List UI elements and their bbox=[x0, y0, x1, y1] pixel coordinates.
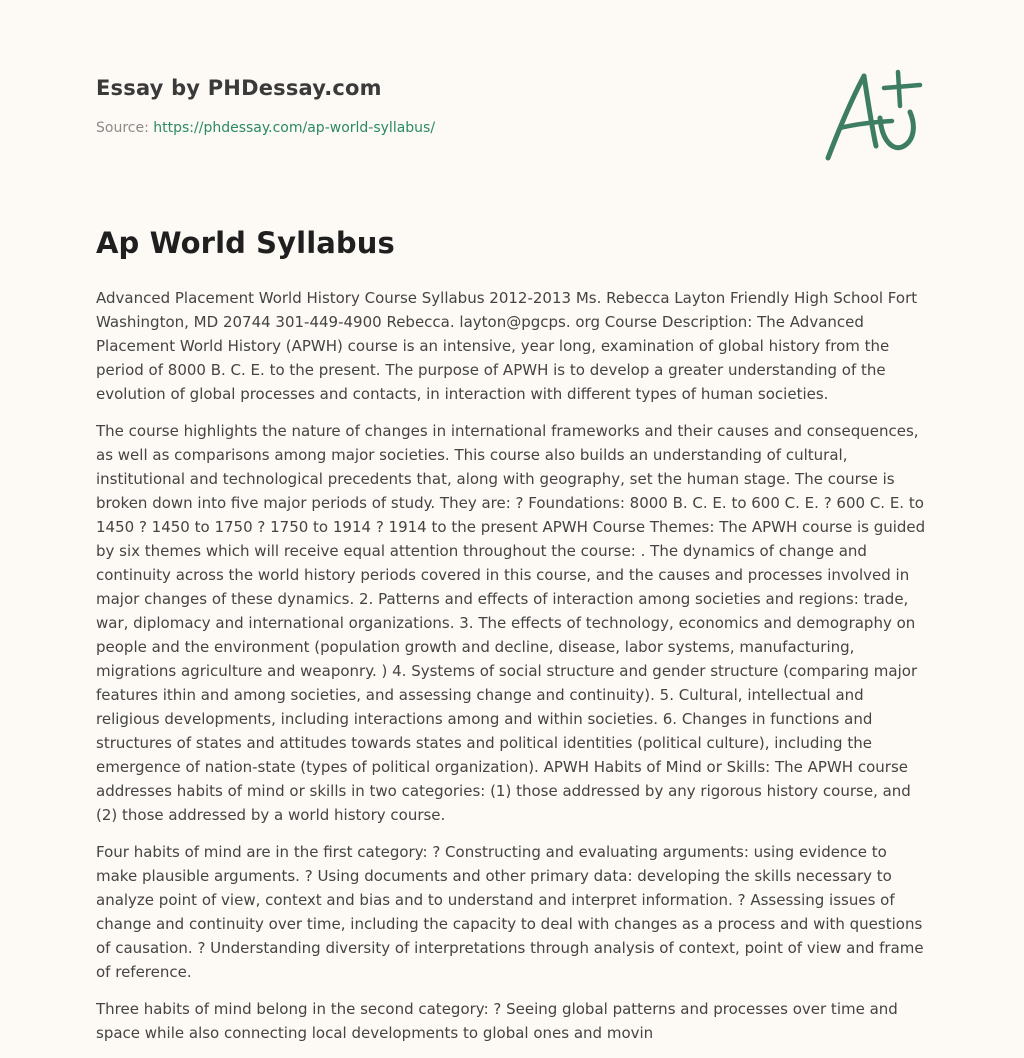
source-link[interactable]: https://phdessay.com/ap-world-syllabus/ bbox=[153, 120, 436, 136]
paragraph-3: Four habits of mind are in the first category: ? Constructing and evaluating arguments: using evidence to make plausible arguments. ? Using documents and other primary data: developing the skills necessary to analyze point of view, context and bias and to understand and interpret information. ? Assessing issues of change and continuity over time, including the capacity to deal with changes as a process and with questions of causation. ? Understanding diversity of interpretations through analysis of context, point of view and frame of reference. bbox=[96, 843, 924, 981]
paragraph-2: The course highlights the nature of changes in international frameworks and their causes and consequences, as well as comparisons among major societies. This course also builds an understanding of cultural, institutional and technological precedents that, along with geography, set the human stage. The course is broken down into five major periods of study. They are: ? Foundations: 8000 B. C. E. to 600 C. E. ? 600 C. E. to 1450 ? 1450 to 1750 ? 1750 to 1914 ? 1914 to the present APWH Course Themes: The APWH course is guided by six themes which will receive equal attention throughout the course: . The dynamics of change and continuity across the world history periods covered in this course, and the causes and processes involved in major changes of these dynamics. 2. Patterns and effects of interaction among societies and regions: trade, war, diplomacy and international organizations. 3. The effects of technology, economics and demography on people and the environment (population growth and decline, disease, labor systems, manufacturing, migrations agriculture and weaponry. ) 4. Systems of social structure and gender structure (comparing major features ithin and among societies, and assessing change and continuity). 5. Cultural, intellectual and religious developments, including interactions among and within societies. 6. Changes in functions and structures of states and attitudes towards states and political identities (political culture), including the emergence of nation-state (types of political organization). APWH Habits of Mind or Skills: The APWH course addresses habits of mind or skills in two categories: (1) those addressed by any rigorous history course, and (2) those addressed by a world history course. bbox=[96, 422, 926, 824]
site-title: Essay by PHDessay.com bbox=[96, 76, 382, 100]
document-body bbox=[96, 226, 930, 1058]
source-line bbox=[96, 120, 736, 136]
document-title: Ap World Syllabus bbox=[96, 226, 395, 260]
paragraph-1: Advanced Placement World History Course Syllabus 2012-2013 Ms. Rebecca Layton Friendly High School Fort Washington, MD 20744 301-449-4900 Rebecca. layton@pgcps. org Course Description: The Advanced Placement World History (APWH) course is an intensive, year long, examination of global history from the period of 8000 B. C. E. to the present. The purpose of APWH is to develop a greater understanding of the evolution of global processes and contacts, in interaction with different types of human societies. bbox=[96, 289, 918, 403]
a-plus-logo-icon bbox=[818, 66, 930, 166]
paragraph-4: Three habits of mind belong in the second category: ? Seeing global patterns and processes over time and space while also connecting local developments to global ones and movin bbox=[96, 1000, 898, 1042]
page-header bbox=[96, 76, 736, 136]
source-label: Source: bbox=[96, 120, 154, 136]
